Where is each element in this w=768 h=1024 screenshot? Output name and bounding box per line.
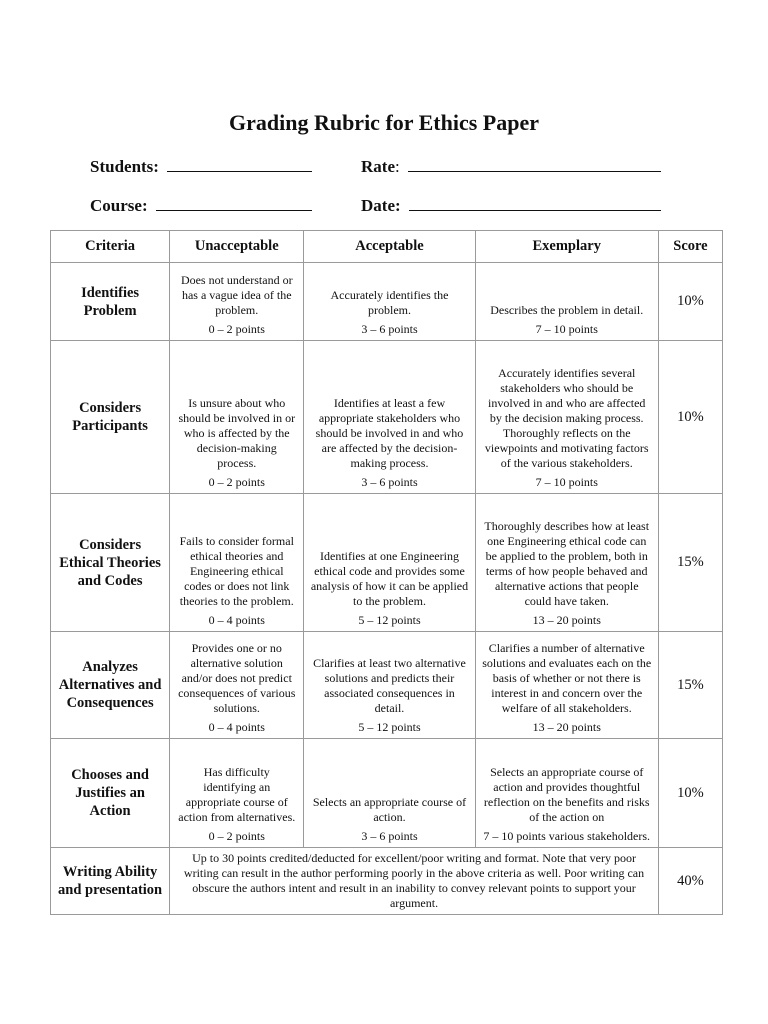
exemplary-description: Selects an appropriate course of action and provides thoughtful reflection on the benefits and risks of the action on: [483, 765, 650, 824]
rubric-row: [51, 494, 723, 632]
exemplary-cell: [475, 494, 658, 632]
criterion-name: Writing Ability and presentation: [51, 848, 170, 915]
unacceptable-points: 0 – 4 points: [208, 613, 265, 627]
rubric-row: [51, 632, 723, 739]
date-blank-line: [409, 196, 661, 211]
course-field: [90, 196, 312, 216]
exemplary-cell: [475, 632, 658, 739]
score-weight: 10%: [658, 341, 722, 494]
rubric-table: [50, 230, 723, 915]
exemplary-description: Thoroughly describes how at least one Engineering ethical code can be applied to the problem, both in terms of how people behaved and alternative actions that people could have taken.: [484, 519, 650, 608]
course-label: Course:: [90, 196, 148, 215]
criterion-name: Identifies Problem: [51, 263, 170, 341]
header-exemplary: Exemplary: [475, 231, 658, 263]
criterion-name: Chooses and Justifies an Action: [51, 739, 170, 848]
acceptable-points: 3 – 6 points: [361, 829, 418, 843]
header-score: Score: [658, 231, 722, 263]
acceptable-points: 5 – 12 points: [358, 613, 421, 627]
acceptable-cell: [304, 632, 475, 739]
criterion-name: Analyzes Alternatives and Consequences: [51, 632, 170, 739]
exemplary-description: Describes the problem in detail.: [490, 303, 644, 317]
acceptable-description: Clarifies at least two alternative solutions and predicts their associated consequences in detail.: [313, 656, 466, 715]
acceptable-points: 3 – 6 points: [361, 322, 418, 336]
exemplary-description: Clarifies a number of alternative solutions and evaluates each on the basis of whether or not there is interest in and concern over the welfare of all stakeholders.: [482, 641, 652, 715]
score-weight: 10%: [658, 263, 722, 341]
unacceptable-points: 0 – 2 points: [208, 829, 265, 843]
acceptable-cell: [304, 494, 475, 632]
acceptable-cell: [304, 739, 475, 848]
unacceptable-points: 0 – 2 points: [208, 322, 265, 336]
acceptable-description: Accurately identifies the problem.: [330, 288, 449, 317]
course-blank-line: [156, 196, 312, 211]
unacceptable-description: Does not understand or has a vague idea of the problem.: [180, 273, 293, 317]
rubric-row: [51, 739, 723, 848]
exemplary-description: Accurately identifies several stakeholders who should be involved in and who are affected by the decision making process. Thoroughly reflects on the viewpoints and motivating factors of the various stakeholders.: [484, 366, 649, 470]
unacceptable-description: Is unsure about who should be involved in or who is affected by the decision-making process.: [178, 396, 296, 470]
acceptable-description: Selects an appropriate course of action.: [312, 795, 467, 824]
unacceptable-points: 0 – 4 points: [208, 720, 265, 734]
exemplary-points: 7 – 10 points: [535, 322, 598, 336]
exemplary-cell: [475, 263, 658, 341]
writing-row: [51, 848, 723, 915]
rate-field: [361, 157, 661, 177]
rubric-row: [51, 263, 723, 341]
score-weight: 10%: [658, 739, 722, 848]
acceptable-description: Identifies at one Engineering ethical code and provides some analysis of how it can be applied to the problem.: [310, 549, 469, 608]
unacceptable-cell: [170, 494, 304, 632]
unacceptable-cell: [170, 341, 304, 494]
unacceptable-cell: [170, 739, 304, 848]
unacceptable-cell: [170, 632, 304, 739]
header-criteria: Criteria: [51, 231, 170, 263]
exemplary-cell: [475, 341, 658, 494]
rate-colon: :: [394, 157, 400, 176]
unacceptable-description: Provides one or no alternative solution and/or does not predict consequences of various solutions.: [178, 641, 296, 715]
acceptable-cell: [304, 263, 475, 341]
students-label: Students:: [90, 157, 159, 176]
criterion-name: Considers Participants: [51, 341, 170, 494]
criterion-name: Considers Ethical Theories and Codes: [51, 494, 170, 632]
header-row: [51, 231, 723, 263]
acceptable-points: 3 – 6 points: [361, 475, 418, 489]
header-unacceptable: Unacceptable: [170, 231, 304, 263]
rate-label: Rate: [361, 157, 395, 176]
header-acceptable: Acceptable: [304, 231, 475, 263]
unacceptable-description: Fails to consider formal ethical theories and Engineering ethical codes or does not link theories to the problem.: [179, 534, 294, 608]
exemplary-points: 13 – 20 points: [532, 720, 601, 734]
exemplary-cell: [475, 739, 658, 848]
exemplary-points: 7 – 10 points various stakeholders.: [483, 829, 651, 843]
acceptable-points: 5 – 12 points: [358, 720, 421, 734]
students-field: [90, 157, 312, 177]
rubric-row: [51, 341, 723, 494]
rate-blank-line: [408, 157, 661, 172]
score-weight: 40%: [658, 848, 722, 915]
document-title: Grading Rubric for Ethics Paper: [228, 110, 540, 135]
exemplary-points: 13 – 20 points: [532, 613, 601, 627]
date-field: [361, 196, 661, 216]
unacceptable-points: 0 – 2 points: [208, 475, 265, 489]
unacceptable-cell: [170, 263, 304, 341]
acceptable-description: Identifies at least a few appropriate stakeholders who should be involved in and who are affected by the decision-making process.: [315, 396, 464, 470]
students-blank-line: [167, 157, 312, 172]
exemplary-points: 7 – 10 points: [535, 475, 598, 489]
score-weight: 15%: [658, 494, 722, 632]
unacceptable-description: Has difficulty identifying an appropriate course of action from alternatives.: [178, 765, 296, 824]
date-label: Date:: [361, 196, 401, 215]
score-weight: 15%: [658, 632, 722, 739]
acceptable-cell: [304, 341, 475, 494]
writing-description: Up to 30 points credited/deducted for excellent/poor writing and format. Note that very poor writing can result in the author performing poorly in the above criteria as well. Poor writing can obscure the authors intent and result in an inability to convey relevant points to support your argument.: [170, 848, 659, 915]
